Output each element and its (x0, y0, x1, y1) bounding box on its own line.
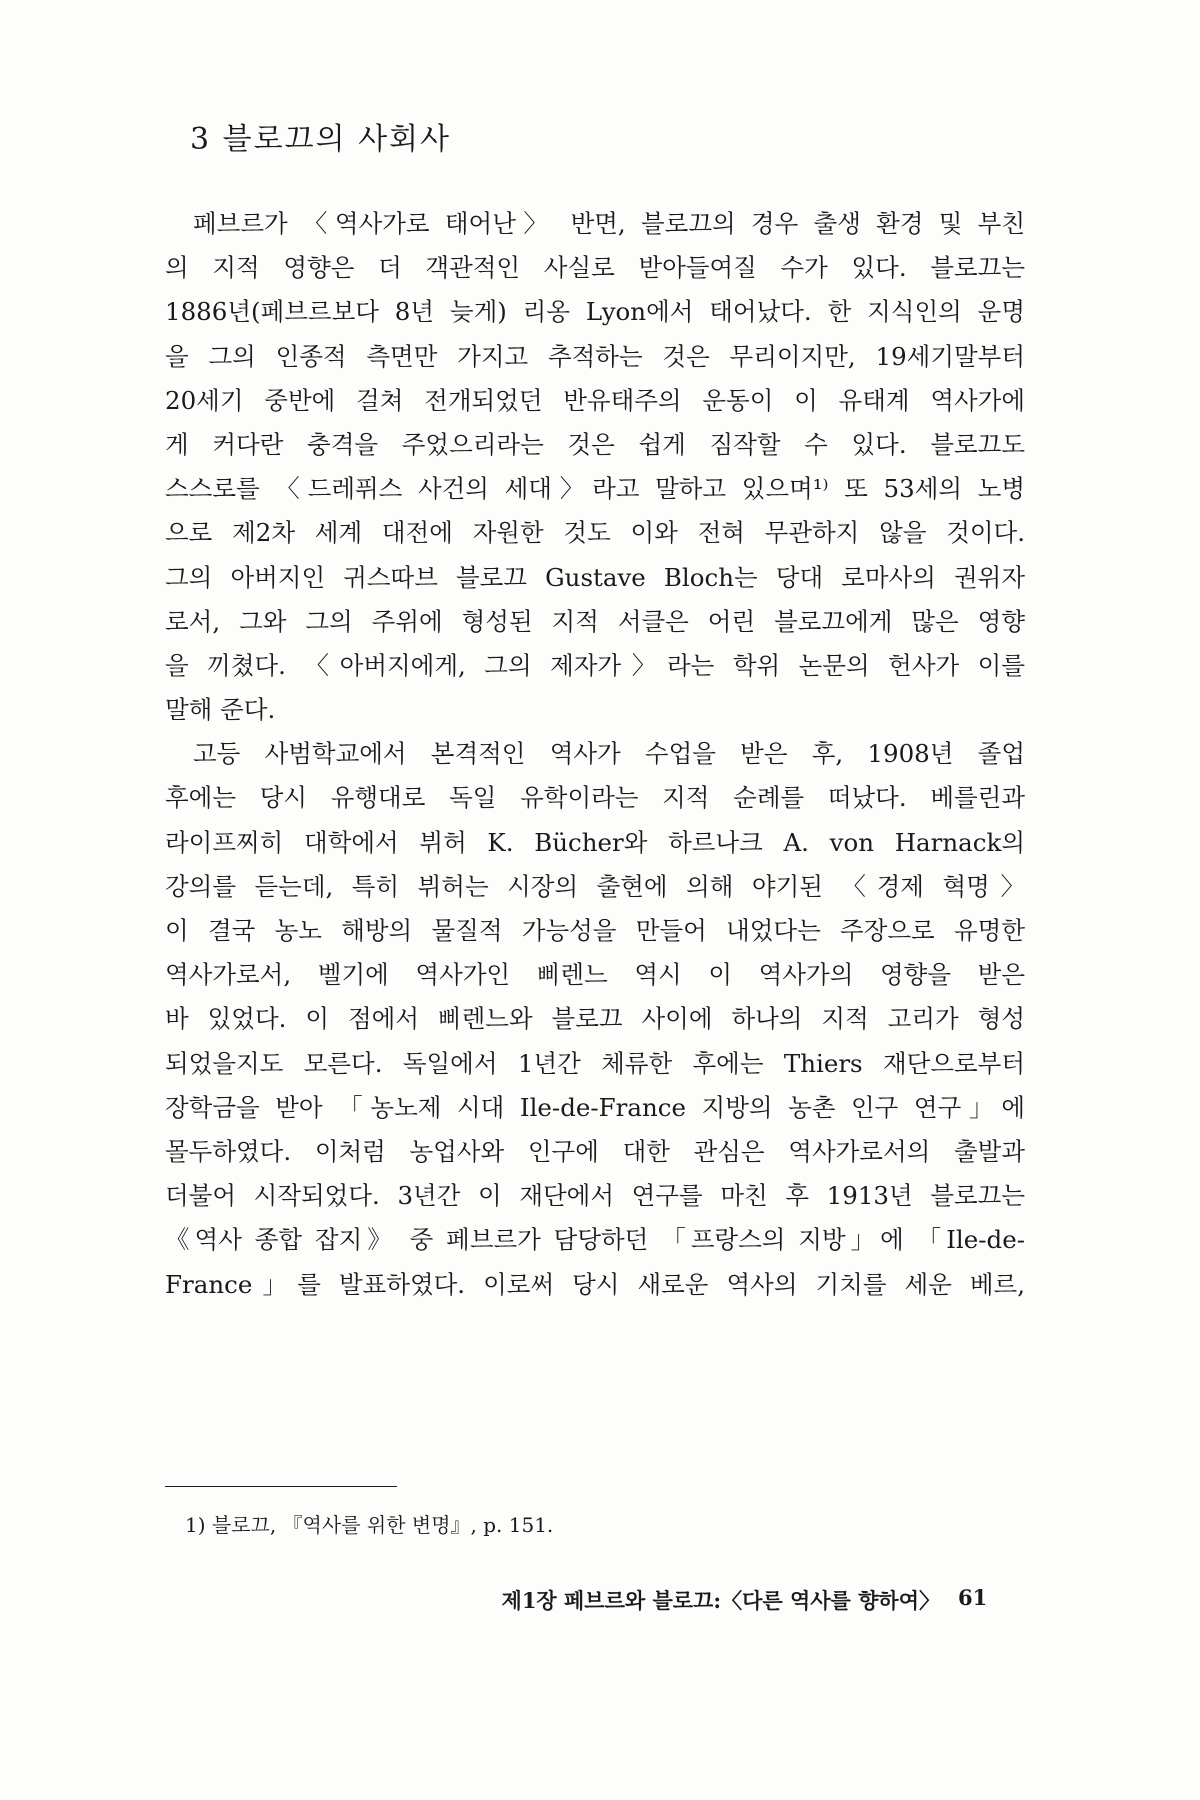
text-line: 1886년(페브르보다 8년 늦게) 리옹 Lyon에서 태어났다. 한 지식인의 운명 (165, 297, 1025, 327)
text-line: 후에는 당시 유행대로 독일 유학이라는 지적 순례를 떠났다. 베를린과 (165, 783, 1025, 813)
text-line: 몰두하였다. 이처럼 농업사와 인구에 대한 관심은 역사가로서의 출발과 (165, 1136, 1025, 1166)
footnote: 1) 블로끄, 『역사를 위한 변명』, p. 151. (185, 1513, 554, 1537)
text-line: 고등 사범학교에서 본격적인 역사가 수업을 받은 후, 1908년 졸업 (193, 739, 1025, 769)
text-line: 으로 제2차 세계 대전에 자원한 것도 이와 전혀 무관하지 않을 것이다. (165, 518, 1025, 548)
page-number: 61 (958, 1585, 988, 1610)
text-line: 스스로를 〈드레퓌스 사건의 세대〉라고 말하고 있으며¹⁾ 또 53세의 노병 (165, 474, 1025, 504)
text-line: 라이프찌히 대학에서 뷔허 K. Bücher와 하르나크 A. von Harnack의 (165, 827, 1025, 857)
text-line: 강의를 듣는데, 특히 뷔허는 시장의 출현에 의해 야기된 〈경제 혁명〉 (165, 871, 1025, 901)
text-line: 바 있었다. 이 점에서 삐렌느와 블로끄 사이에 하나의 지적 고리가 형성 (165, 1004, 1025, 1034)
text-line: 게 커다란 충격을 주었으리라는 것은 쉽게 짐작할 수 있다. 블로끄도 (165, 429, 1025, 459)
text-line: 로서, 그와 그의 주위에 형성된 지적 서클은 어린 블로끄에게 많은 영향 (165, 606, 1025, 636)
text-line: 을 그의 인종적 측면만 가지고 추적하는 것은 무리이지만, 19세기말부터 (165, 341, 1025, 371)
text-line: 을 끼쳤다. 〈아버지에게, 그의 제자가〉라는 학위 논문의 헌사가 이를 (165, 650, 1025, 680)
text-line: 이 결국 농노 해방의 물질적 가능성을 만들어 내었다는 주장으로 유명한 (165, 916, 1025, 945)
text-line: 그의 아버지인 귀스따브 블로끄 Gustave Bloch는 당대 로마사의 권위자 (165, 562, 1025, 592)
text-line: 의 지적 영향은 더 객관적인 사실로 받아들여질 수가 있다. 블로끄는 (165, 253, 1025, 283)
text-line: 20세기 중반에 걸쳐 전개되었던 반유태주의 운동이 이 유태계 역사가에 (165, 385, 1025, 415)
text-line: France」를 발표하였다. 이로써 당시 새로운 역사의 기치를 세운 베르, (165, 1269, 1025, 1299)
paragraph-1 (165, 202, 1025, 732)
section-title: 3 블로끄의 사회사 (190, 122, 452, 157)
text-line: 《역사 종합 잡지》 중 페브르가 담당하던 「프랑스의 지방」에 「Ile-de- (165, 1225, 1025, 1255)
text-line: 장학금을 받아 「농노제 시대 Ile-de-France 지방의 농촌 인구 연구」에 (165, 1092, 1025, 1122)
footnote-divider (165, 1486, 397, 1487)
text-line: 더불어 시작되었다. 3년간 이 재단에서 연구를 마친 후 1913년 블로끄는 (165, 1181, 1025, 1211)
text-line: 되었을지도 모른다. 독일에서 1년간 체류한 후에는 Thiers 재단으로부터 (165, 1048, 1025, 1078)
text-line: 역사가로서, 벨기에 역사가인 삐렌느 역시 이 역사가의 영향을 받은 (165, 960, 1025, 990)
body-text (165, 202, 1025, 1307)
text-line: 페브르가 〈역사가로 태어난〉 반면, 블로끄의 경우 출생 환경 및 부친 (193, 209, 1025, 238)
text-line: 말해 준다. (165, 695, 276, 725)
running-footer: 제1장 페브르와 블로끄:〈다른 역사를 향하여〉 (501, 1588, 940, 1613)
paragraph-2 (165, 732, 1025, 1306)
